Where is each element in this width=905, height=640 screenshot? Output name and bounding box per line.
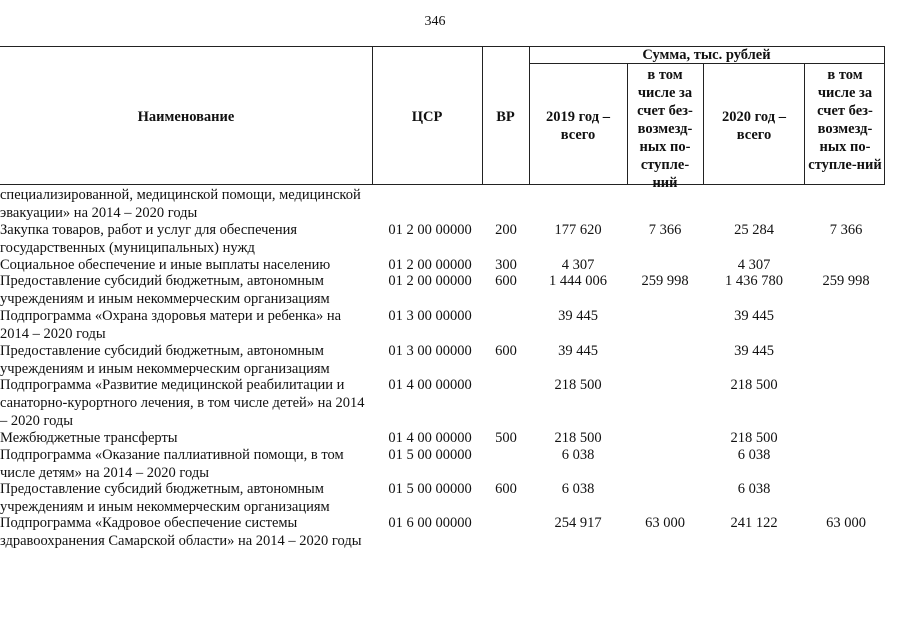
- row-2019-total: 39 445: [558, 343, 598, 359]
- row-2020-total: 218 500: [730, 377, 778, 393]
- header-2019-free: в том числе за счет без-возмезд-ных по-ступле-ний: [637, 67, 693, 191]
- row-csr: 01 3 00 00000: [388, 308, 472, 324]
- row-vr: 600: [495, 343, 517, 359]
- col-divider-5: [703, 63, 704, 185]
- row-2020-total: 25 284: [734, 222, 774, 238]
- row-vr: 600: [495, 481, 517, 497]
- row-2019-free: 259 998: [641, 273, 689, 289]
- row-2019-total: 218 500: [554, 377, 602, 393]
- row-name: Закупка товаров, работ и услуг для обеспечения государственных (муниципальных) нужд: [0, 222, 298, 256]
- row-csr: 01 6 00 00000: [388, 515, 472, 531]
- row-2020-total: 1 436 780: [725, 273, 783, 289]
- col-divider-7: [884, 46, 885, 185]
- row-name: специализированной, медицинской помощи, медицинской эвакуации» на 2014 – 2020 годы: [0, 187, 361, 221]
- header-csr: ЦСР: [411, 109, 443, 125]
- row-name: Подпрограмма «Охрана здоровья матери и ребенка» на 2014 – 2020 годы: [0, 308, 342, 342]
- row-vr: 500: [495, 430, 517, 446]
- row-2019-total: 4 307: [561, 257, 595, 273]
- row-csr: 01 2 00 00000: [388, 257, 472, 273]
- header-vr: ВР: [496, 109, 515, 125]
- row-2020-free: 7 366: [829, 222, 863, 238]
- header-name: Наименование: [137, 109, 235, 125]
- row-csr: 01 4 00 00000: [388, 377, 472, 393]
- row-2020-total: 39 445: [734, 308, 774, 324]
- row-csr: 01 5 00 00000: [388, 481, 472, 497]
- row-2019-total: 1 444 006: [549, 273, 607, 289]
- row-2020-total: 4 307: [737, 257, 771, 273]
- row-2019-free: 7 366: [648, 222, 682, 238]
- row-csr: 01 2 00 00000: [388, 273, 472, 289]
- row-name: Подпрограмма «Развитие медицинской реабилитации и санаторно-курортного лечения, в том числе детей» на 2014 – 2020 годы: [0, 377, 365, 429]
- row-name: Предоставление субсидий бюджетным, автономным учреждениям и иным некоммерческим организациям: [0, 343, 330, 377]
- row-name: Межбюджетные трансферты: [0, 430, 178, 446]
- row-2020-total: 218 500: [730, 430, 778, 446]
- row-csr: 01 4 00 00000: [388, 430, 472, 446]
- row-vr: 600: [495, 273, 517, 289]
- row-csr: 01 5 00 00000: [388, 447, 472, 463]
- row-vr: 200: [495, 222, 517, 238]
- header-2020-total: 2020 год – всего: [722, 109, 786, 143]
- row-name: Подпрограмма «Кадровое обеспечение системы здравоохранения Самарской области» на 2014 – 2020 годы: [0, 515, 362, 549]
- header-sum-group: Сумма, тыс. рублей: [642, 47, 771, 63]
- row-2019-total: 6 038: [561, 447, 595, 463]
- row-2020-free: 259 998: [822, 273, 870, 289]
- row-2019-total: 254 917: [554, 515, 602, 531]
- row-name: Социальное обеспечение и иные выплаты населению: [0, 257, 331, 273]
- page-number: 346: [424, 14, 446, 29]
- row-2019-free: 63 000: [645, 515, 685, 531]
- row-2019-total: 39 445: [558, 308, 598, 324]
- row-2019-total: 177 620: [554, 222, 602, 238]
- row-2020-free: 63 000: [826, 515, 866, 531]
- col-divider-3: [529, 46, 530, 185]
- header-2020-free: в том числе за счет без-возмезд-ных по-ступле-ний: [808, 67, 882, 173]
- header-bottom-rule: [0, 184, 884, 185]
- col-divider-6: [804, 63, 805, 185]
- row-csr: 01 2 00 00000: [388, 222, 472, 238]
- row-2020-total: 6 038: [737, 447, 771, 463]
- row-vr: 300: [495, 257, 517, 273]
- row-name: Подпрограмма «Оказание паллиативной помощи, в том числе детям» на 2014 – 2020 годы: [0, 447, 344, 481]
- row-2019-total: 218 500: [554, 430, 602, 446]
- row-2020-total: 39 445: [734, 343, 774, 359]
- header-2019-total: 2019 год – всего: [546, 109, 610, 143]
- row-name: Предоставление субсидий бюджетным, автономным учреждениям и иным некоммерческим организациям: [0, 481, 330, 515]
- row-2020-total: 241 122: [730, 515, 778, 531]
- row-csr: 01 3 00 00000: [388, 343, 472, 359]
- row-2020-total: 6 038: [737, 481, 771, 497]
- row-2019-total: 6 038: [561, 481, 595, 497]
- row-name: Предоставление субсидий бюджетным, автономным учреждениям и иным некоммерческим организациям: [0, 273, 330, 307]
- col-divider-4: [627, 63, 628, 185]
